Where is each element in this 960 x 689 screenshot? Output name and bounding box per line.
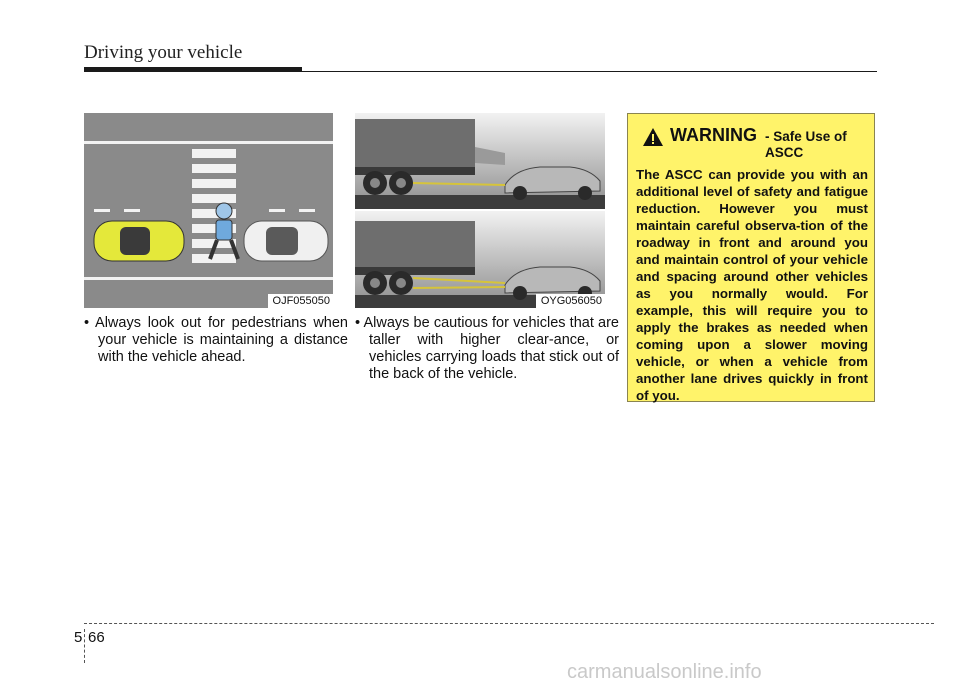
footer-divider (84, 629, 85, 663)
figure-code: OYG056050 (536, 294, 605, 308)
warning-box (627, 113, 875, 402)
warning-text: The ASCC can provide you with an additional level of safety and fatigue reduction. However you must maintain careful observa-tion of the roadway in front and around you and maintain control of your vehicle and spacing around other vehicles as you normally would. For example, this will require you to apply the brakes as needed when coming upon a slower moving vehicle, or when a vehicle from another lane drives quickly in front of you. (636, 167, 868, 403)
bullet-tall-vehicles: • Always be cautious for vehicles that are taller with higher clear-ance, or vehicles carrying loads that stick out of the back of the vehicle. (355, 315, 619, 382)
header-rule (84, 71, 877, 72)
bullet-text: Always look out for pedestrians when your vehicle is maintaining a distance with the vehicle ahead. (95, 315, 348, 365)
crosswalk-pedestrian-illustration (84, 113, 333, 308)
bullet-text: Always be cautious for vehicles that are taller with higher clear-ance, or vehicles carrying loads that stick out of the back of the vehicle. (363, 315, 619, 382)
page-number: 66 (88, 629, 105, 646)
section-number: 5 (74, 629, 83, 646)
watermark: carmanualsonline.info (567, 661, 762, 683)
warning-label: WARNING (670, 125, 757, 145)
figure-tall-vehicle (355, 113, 605, 308)
truck-high-clearance-illustration (355, 113, 605, 308)
footer-rule (84, 623, 934, 624)
warning-topic: - Safe Use of ASCC (765, 129, 847, 160)
warning-triangle-icon (642, 127, 664, 147)
figure-code: OJF055050 (268, 294, 333, 308)
bullet-pedestrians: • Always look out for pedestrians when your vehicle is maintaining a distance with the vehicle ahead. (84, 315, 348, 365)
page-header-title: Driving your vehicle (84, 42, 243, 63)
figure-pedestrian-crosswalk (84, 113, 333, 308)
